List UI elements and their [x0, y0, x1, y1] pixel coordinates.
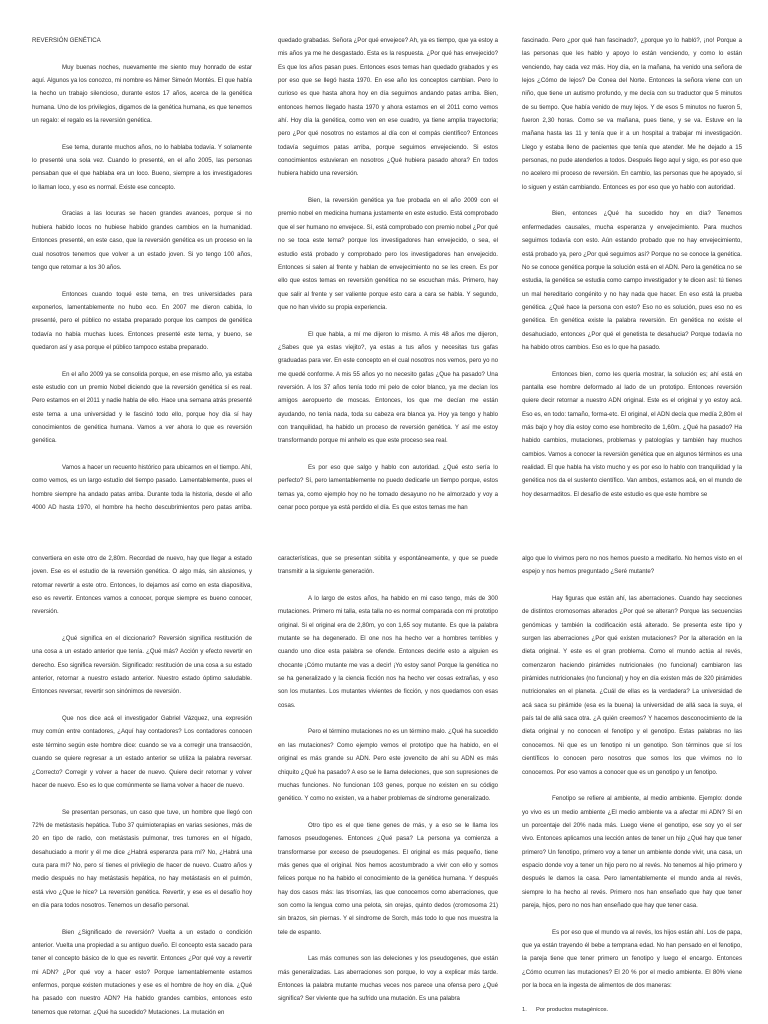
text-column-3: [522, 34, 742, 512]
text-column-2: [278, 34, 498, 512]
paragraph: Las más comunes son las deleciones y los pseudogenes, que están más generalizadas. Las aberraciones son porque, lo voy a explicar más tarde. Entonces la palabra mutante muchas veces nos parece una ofensa pero ¿Qué significa? Ser viviente que ha sufrido una mutación. Es una palabra: [278, 955, 498, 1003]
paragraph: Que nos dice acá el investigador Gabriel Vázquez, una expresión muy común entre contadores, ¿Aquí hay contadores? Los contadores conocen este término según este hombre dice: cuando se va a corregir una transacción, cuando se quiere regresar a un estado anterior se utiliza la palabra reversar. ¿Correcto? Corregir y volver a hacer de nuevo. Quiere decir retornar y volver hacer de nuevo. Eso es lo que comúnmente se llama volver a hacer de nuevo.: [32, 715, 252, 789]
paragraph: Gracias a las locuras se hacen grandes avances, porque si no hubiera habido locos no hubiese habido grandes cambios en la humanidad. Entonces presenté, en este caso, que la reversión genética es un proceso en la cual nosotros tenemos que volver a un estado joven. Si yo tengo 100 años, tengo que retomar a los 30 años.: [32, 210, 252, 271]
text-column-2: [278, 552, 498, 1024]
paragraph: Vamos a hacer un recuento histórico para ubicarnos en el tiempo. Ahí, como vemos, es un largo estudio del tiempo pasado. Lamentablemente, pues el hombre siempre ha andado patas arriba. Durante toda la historia, desde el año 4000 AD hasta 1970, el hombre ha hecho descubrimientos pero patas arriba.: [32, 464, 252, 512]
text-column-1: [32, 34, 252, 512]
document-title: REVERSIÓN GENÉTICA: [32, 37, 101, 44]
paragraph: Se presentan personas, un caso que tuve, un hombre que llegó con 72% de metástasis hepática. Tubo 37 quimioterapias en varias sesiones, más de 20 en tipo de radio, con metástasis pulmonar, tres tumores en el hígado, desahuciado a morir y él me dice ¿Habrá esperanza para mí? No, ¿Habrá una cura para mí? No, pero sí tienes el privilegio de hacer de nuevo. Cuatro años y medio después no hay metástasis hepática, no hay metástasis en el pulmón, está vivo ¿Que le hice? La reversión genética. Revertir, y ese es el desafío hoy en día para todos nosotros. Tenemos un desafío personal.: [32, 808, 252, 909]
paragraph: Pero el término mutaciones no es un término malo. ¿Qué ha sucedido en las mutaciones? Como ejemplo vemos el prototipo que ha habido, en el original es más grande su ADN. Pero este jovencito de ahí su ADN es más chiquito ¿Qué ha pasado? A eso se le llama deleciones, que son supresiones de muchas funciones. No funcionan 103 genes, porque no existen en su código genético. Y como no existen, va a haber problemas de síndrome generalizado.: [278, 728, 498, 803]
paragraph: Muy buenas noches, nuevamente me siento muy honrado de estar aquí. Algunos ya los conozco, mi nombre es Nimer Simeón Montés. El que había la hecho un trabajo silencioso, durante estos 17 años, acerca de la genética humana. Uno de los privilegios, digamos de la genética humana, es que tenemos un regalo: el regalo es la reversión genética.: [32, 63, 252, 125]
paragraph: A lo largo de estos años, ha habido en mi caso tengo, más de 300 mutaciones. Primero mi talla, esta talla no es normal comparada con mi prototipo original. Si el original era de 2,80m, yo con 1,65 soy mutante. Es que la palabra mutante se ha degenerado. El one nos ha hecho ver a hombres terribles y cuando uno dice esta palabra se ofende. Entonces decirle esto a alguien es chocante ¡Cómo mutante me vas a decir! ¡Yo estoy sano! Porque la genética no se ha generalizado y la ciencia ficción nos ha hecho ver cosas extrañas, y eso son los mutantes. Los mutantes vivientes de ficción, y nos quedamos con esas cosas.: [278, 595, 498, 709]
paragraph: Entonces cuando toqué este tema, en tres universidades para exponerlos, lamentablemente no hubo eco. En 2007 me dieron cabida, lo presenté, pero el público no estaba preparado porque los campos de genética todavía no había muchas luces. Entonces presenté este tema, y bueno, se quedaron así y asa porque el público tampoco estaba preparado.: [32, 290, 252, 351]
paragraph: Hay figuras que están ahí, las aberraciones. Cuando hay secciones de distintos cromosomas alterados ¿Por qué se alteran? Porque las secuencias genómicas y también la codificación está alterado. Se presenta este tipo y surgen las aberraciones ¿Por qué existen mutaciones? Por la alteración en la dieta original. Y este es el gran problema. Como el mundo actúa al revés, comenzaron haciendo pirámides nutricionales (no funcional) cambiaron las pirámides nutricionales (no funcional) y hoy en día existen más de 320 pirámides nutricionales en el planeta. ¿Cuál de ellas es la verdadera? La universidad de acá saca su pirámide (esa es la buena) la universidad de allá saca la suya, el país tal de allá saca otra. ¿A quién creemos? Y hacemos desconocimiento de la dieta original y no conocen el fenotipo y el genotipo. Estas palabras no las conocemos. Ni que es un fenotipo ni un genotipo. Son términos que sí los científicos lo conocen pero nosotros que somos los que vivimos no lo conocemos. Por eso vamos a conocer que es un genotipo y un fenotipo.: [522, 595, 742, 776]
paragraph: Bien ¿Significado de reversión? Vuelta a un estado o condición anterior. Vuelta una propiedad a su antiguo dueño. El concepto esta sacado para tener el concepto básico de lo que es revertir. Entonces ¿Por qué voy a revertir mi ADN? ¿Por qué voy a hacer esto? Porque lamentablemente estamos enfermos, porque existen mutaciones y ese es el hombre de hoy en día. ¿Qué ha pasado con nuestro ADN? Ha habido grandes cambios, entonces esto tenemos que retornar. ¿Qué ha sucedido? Mutaciones. La mutación en: [32, 928, 252, 1016]
paragraph: En el año 2009 ya se consolida porque, en ese mismo año, ya estaba este estudio con un premio Nobel diciendo que la reversión genética sí es real. Pero estamos en el 2011 y nadie habla de ello. Hace una semana atrás presenté este tema a una universidad y le fascinó todo ello, porque hoy día sí hay conocimientos de genética humana. Vamos a ver ahora lo que es reversión genética.: [32, 370, 252, 445]
paragraph: Es por eso que el mundo va al revés, los hijos están ahí. Los de papa, que ya están trayendo él bebe a temprana edad. No han pensado en el fenotipo, la pareja tiene que tener primero un fenotipo y luego el encargo. Entonces ¿Cómo ocurren las mutaciones? El 20 % por el medio ambiente. El 80% viene por la boca en la ingesta de alimentos de dos maneras:: [522, 928, 742, 989]
text-column-3: [522, 552, 742, 1024]
paragraph: Bien, entonces ¿Qué ha sucedido hoy en día? Tenemos enfermedades causales, mucha esperanza y envejecimiento. Para muchos seguimos todavía con esto. Aún estando probado que no hay envejecimiento, está probado ya, pero ¿Por qué seguimos así? Porque no se conoce la genética. No se conoce genética porque la solución está en el ADN. Pero la genética no se estudia, la genética se estudia como campo investigador y te dicen así: tú tienes un mal hereditario congénito y no hay nada que hacer. En eso está la prueba genética. ¿Qué hace la persona con esto? Eso no es solución, pues eso no es genética. En genética existe la palabra reversión. En genética no existe el desahuciado, entonces ¿Por qué el genetista te desahucia? Porque todavía no ha habido otros cambios. Eso es lo que ha pasado.: [522, 210, 742, 351]
paragraph: ¿Qué significa en el diccionario? Reversión significa restitución de una cosa a un estado anterior que tenía. ¿Qué más? Acción y efecto revertir en derecho. Eso significa reversión. Significado: restitución de una cosa a su estado anterior, retornar a nuestro estado anterior. Nuestro estado óptimo saludable. Entonces reversar, revertir son sinónimos de reversión.: [32, 635, 252, 696]
paragraph: fascinado. Pero ¿por qué han fascinado?, ¿porque yo lo habló?, ¡no! Porque a las personas que les hablo y apoyo lo están venciendo, y como lo están venciendo, hay cada vez más. Hoy día, en la mañana, ha venido una señora de lejos ¿Cómo de lejos? De Conea del Norte. Entonces la señora viene con un niño, que tiene un autismo profundo, y me decía con su traductor que 5 minutos de su tiempo. Que había venido de muy lejos. Y de esos 5 minutos no fueron 5, fueron 2,30 horas. Como se va mañana, pues tiene, y se va. Estuve en la mañana hasta las 11 y tenía que ir a un hospital a trabajar mi investigación. Llego y estaba lleno de pacientes que tenía que atender. Me he dejado a 15 personas, no pude atenderlos a todos. Después llego aquí y sigo, es por eso que no acelero mi proceso de reversión. En cambio, las personas que he apoyado, sí lo siguen y están cambiando. Entonces es por eso que yo hablo con autoridad.: [522, 37, 742, 191]
paragraph: características, que se presentan súbita y espontáneamente, y que se puede transmitir a la siguiente generación.: [278, 555, 498, 576]
paragraph: Ese tema, durante muchos años, no lo hablaba todavía. Y solamente lo presenté una sola vez. Cuando lo presenté, en el año 2005, las personas pensaban que el que hablaba era un loco. Bueno, siempre a los investigadores lo llaman loco, y eso es normal. Existe ese concepto.: [32, 143, 252, 191]
list-item-text: Por productos mutagénicos.: [536, 1006, 609, 1013]
paragraph: quedado grabadas. Señora ¿Por qué envejece? Ah, ya es tiempo, que ya estoy a mis años ya me he desgastado. Esta es la respuesta. ¿Por qué has envejecido? Es que los años pasan pues. Entonces esos temas han quedado grabados y es por eso que se llegó hasta 1970. En ese año los conceptos cambian. Pero lo curioso es que hasta ahora hoy en día seguimos andando patas arriba. Bien, entonces hemos llegado hasta 1970 y ahora estamos en el 2011 como vemos ahí. Hoy día la genética, como ven en ese cuadro, ya tiene amplia trayectoria; pero ¿Por qué nosotros no estamos al día con el compás científico? Entonces todavía seguimos patas arriba, porque seguimos envejeciendo. Si estos conocimientos estuvieran en nosotros ¿Qué hubiera pasado ahora? En todos hubiera habido una reversión.: [278, 37, 498, 178]
paragraph: Bien, la reversión genética ya fue probada en el año 2009 con el premio nobel en medicina humana justamente en este estudio. Está comprobado que el ser humano no envejece. Sí, está comprobado con premio nobel ¿Por qué no se toca este tema? porque los investigadores han envejecido, o sea, el estudio está probado y comprobado pero los investigadores han envejecido. Entonces si salen al frente y hablan de envejecimiento no se les creen. Es por ello que estos temas en reversión genética no se escuchan más. Primero, hay que salir al frente y ser valiente porque esto cara a cara se habla. Y segundo, que no han vivido su propia experiencia.: [278, 197, 498, 311]
paragraph: algo que lo vivimos pero no nos hemos puesto a meditarlo. No hemos visto en el espejo y nos hemos preguntado ¿Seré mutante?: [522, 555, 742, 576]
paragraph: Fenotipo se refiere al ambiente, al medio ambiente. Ejemplo: donde yo vivo es un medio ambiente ¿El medio ambiente va a afectar mi ADN? Sí en un porcentaje del 20% nada más. Luego viene el genotipo, ese soy yo el ser vivo. Entonces aplicamos una lección antes de tener un hijo ¿Qué hay que tener primero? Un fenotipo, primero voy a tener un ambiente donde vivir, una casa, un espacio donde voy a tener un hijo pero no al revés. No tenemos al hijo primero y después le damos la casa. Pero lamentablemente el mundo anda al revés, siempre lo ha hecho al revés. Primero nos han enseñado que hay que tener pareja, hijos, pero no nos han enseñado que hay que tener casa.: [522, 795, 742, 909]
numbered-list-item: [522, 1006, 742, 1014]
list-number: 1.: [522, 1006, 527, 1013]
text-column-1: [32, 552, 252, 1024]
document-page-2: [0, 512, 768, 1024]
paragraph: Es por eso que salgo y hablo con autoridad. ¿Qué esto sería lo perfecto? Sí, pero lamentablemente no puedo dedicarle un tiempo porque, estos temas ya, como ejemplo hoy no he tomado desayuno no he almorzado y voy a cenar poco porque ya está perdido el día. Es que estos temas me han: [278, 464, 498, 512]
paragraph: El que habla, a mí me dijeron lo mismo. A mis 48 años me dijeron, ¿Sabes que ya estas viejito?, ya estas a tus años y necesitas tus gafas graduadas para ver. En este concepto en el cual nosotros nos vemos, pero yo no me quedé conforme. A mis 55 años yo no necesito gafas ¿Que ha pasado? Una reversión. A los 37 años tenía todo mi pelo de color blanco, ya me decían los amigos aeropuerto de moscas. Entonces, los que me decían me están ayudando, no tenía nada, toda su cabeza era blanca ya. Hoy ya tengo y hablo con tranquilidad, ha habido un proceso de reversión genética. Y así me estoy transformando porque mi anhelo es que este proceso sea real.: [278, 330, 498, 445]
paragraph: convertiera en este otro de 2,80m. Recordad de nuevo, hay que llegar a estado joven. Ese es el estudio de la reversión genética. O algo más, sin alusiones, y retomar revertir a este otro. Entonces, lo dejamos así como en esta diapositiva, eso es revertir. Entonces vamos a conocer, porque siempre es bueno conocer, reversión.: [32, 555, 252, 616]
paragraph: Entonces bien, como les quería mostrar, la solución es; ahí está en pantalla ese hombre deformado al lado de un prototipo. Entonces reversión quiere decir retornar a nuestro ADN original. Este es el original y yo estoy acá. Eso es, en todo: tamaño, forma-etc. El original, el ADN decía que medía 2,80m el más bajo y hoy día estoy como ese hombrecito de 1,60m. ¿Qué ha pasado? Ha habido cambios, mutaciones, problemas y patologías y también hay muchos cambios. Vamos a conocer la reversión genética que en algunos términos es una realidad. El que habla ha visto mucho y es por eso lo hablo con tranquilidad y la genética nos da el sustento científico. Van ambos, estamos acá, en el mundo de hoy desarmaditos. El desafío de este estudio es que este hombre se: [522, 370, 742, 498]
paragraph: Otro tipo es el que tiene genes de más, y a eso se le llama los famosos pseudogenes. Entonces ¿Qué pasa? La persona ya comienza a transformarse por exceso de pseudogenes. El original es más pequeño, tiene más genes que el original. Nos hemos acostumbrado a vivir con ello y somos felices porque no ha habido el conocimiento de la genética humana. Y después hay dos casos más: las trisomías, las que conocemos como aberraciones, que son como la lengua como una pelota, sin orejas, quinto dedos (cromosoma 21) sin brazos, sin piernas. Y el síndrome de Sorch, más todo lo que nos muestra la tele de espanto.: [278, 821, 498, 936]
